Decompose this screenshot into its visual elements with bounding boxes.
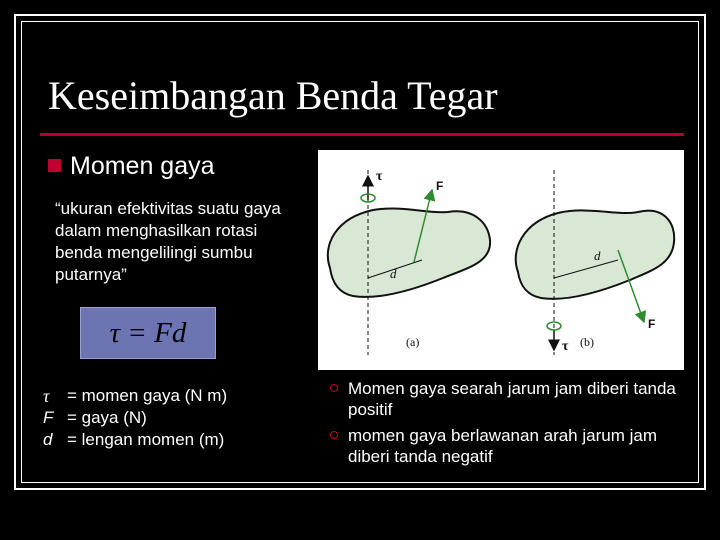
- tau-label-a: τ: [376, 169, 383, 184]
- distance-label-a: d: [390, 266, 397, 281]
- note-item: [330, 378, 690, 420]
- definition-text: “ukuran efektivitas suatu gaya dalam menghasilkan rotasi benda mengelilingi sumbu putarnya”: [55, 199, 281, 284]
- title-divider: [40, 133, 684, 136]
- legend-row-distance: [43, 429, 227, 451]
- slide-title: Keseimbangan Benda Tegar: [48, 73, 498, 118]
- distance-label-b: d: [594, 248, 601, 263]
- note-text: Momen gaya searah jarum jam diberi tanda positif: [348, 379, 676, 419]
- legend-row-tau: [43, 385, 227, 407]
- circle-bullet-icon: [330, 384, 338, 392]
- note-text: momen gaya berlawanan arah jarum jam diberi tanda negatif: [348, 426, 657, 466]
- square-bullet-icon: [48, 159, 61, 172]
- rigid-body-a: [328, 208, 490, 296]
- formula-box: τ = Fd: [80, 307, 216, 359]
- main-bullet-label: Momen gaya: [70, 152, 215, 180]
- force-label-a: F: [436, 179, 444, 193]
- symbol-legend: [43, 385, 227, 451]
- sign-convention-notes: [330, 378, 690, 472]
- note-item: [330, 425, 690, 467]
- legend-text: = lengan momen (m): [67, 430, 225, 449]
- torque-diagram: [318, 150, 684, 370]
- legend-symbol: τ: [43, 386, 50, 406]
- legend-symbol: F: [43, 408, 54, 427]
- legend-symbol: d: [43, 430, 53, 449]
- legend-row-force: [43, 407, 227, 429]
- main-bullet: [48, 152, 215, 180]
- legend-text: = gaya (N): [67, 408, 147, 427]
- force-label-b: F: [648, 317, 656, 331]
- circle-bullet-icon: [330, 431, 338, 439]
- legend-text: = momen gaya (N m): [67, 386, 228, 405]
- caption-b: (b): [580, 335, 594, 349]
- torque-diagram-svg: [318, 150, 684, 370]
- caption-a: (a): [406, 335, 420, 349]
- tau-label-b: τ: [562, 339, 569, 354]
